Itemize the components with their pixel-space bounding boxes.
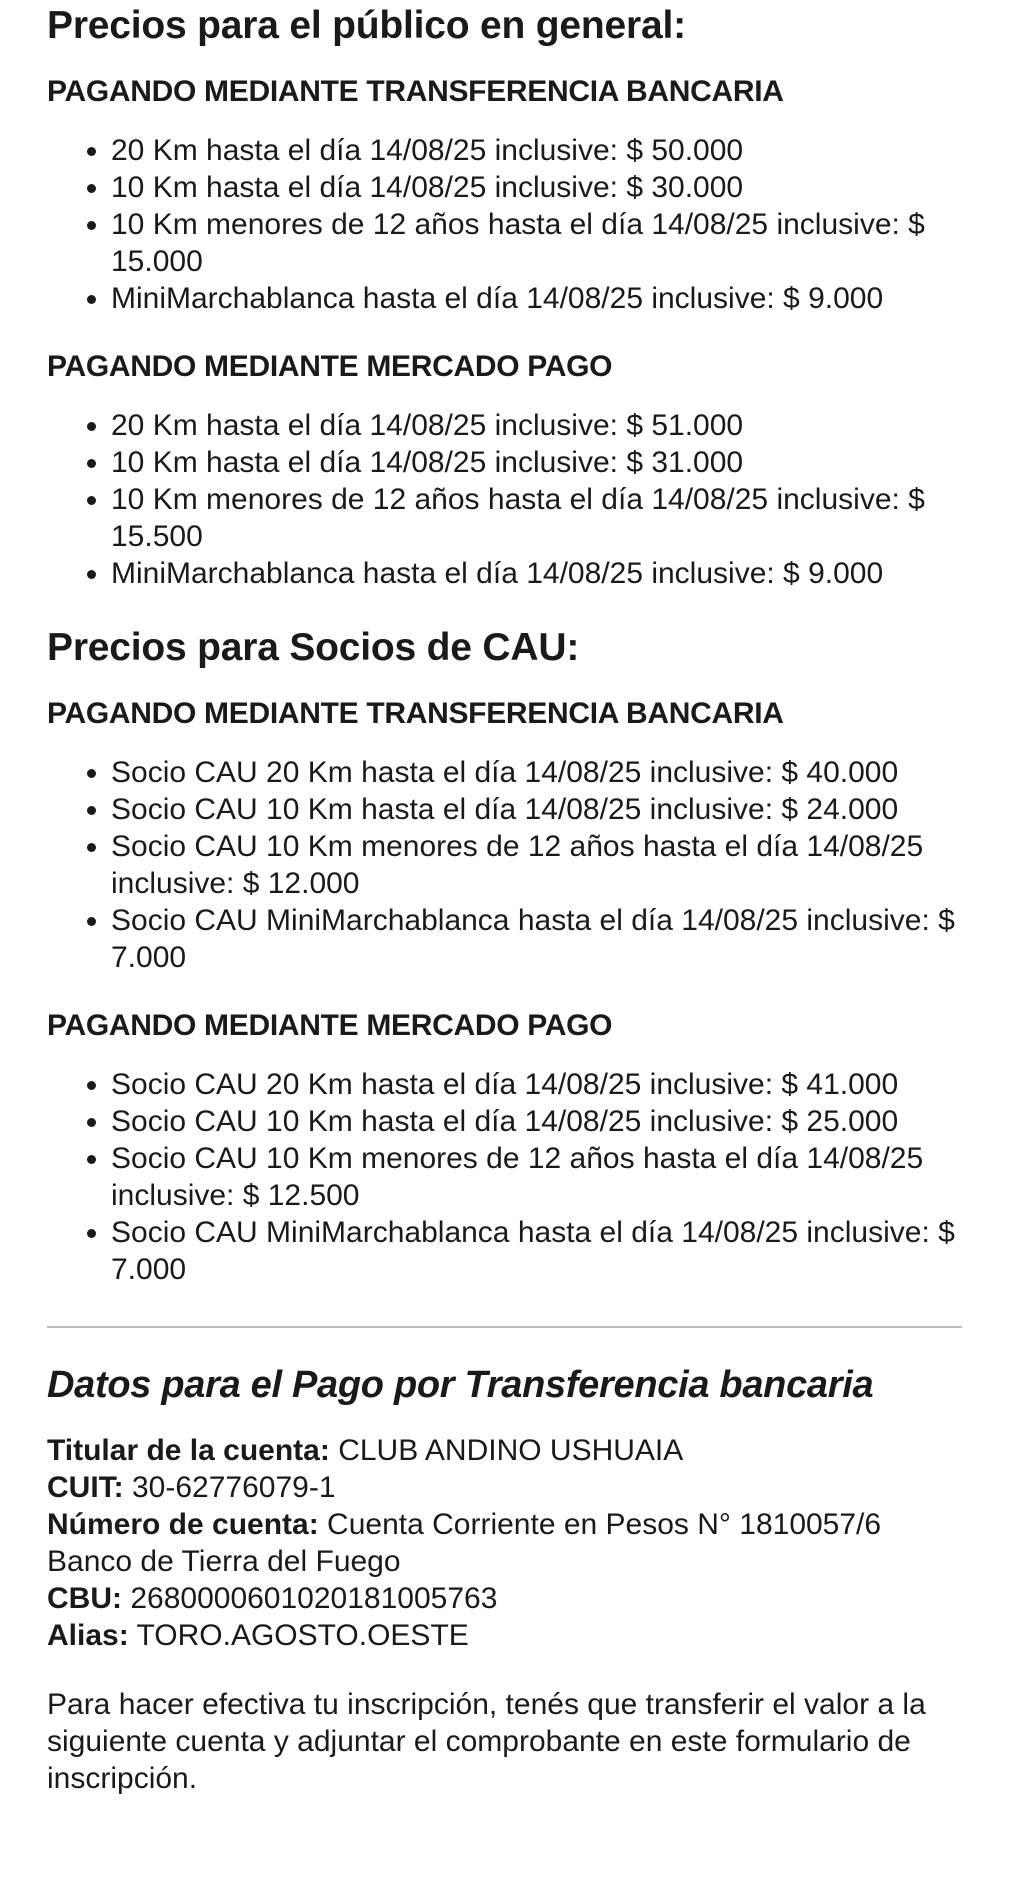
public-transfer-heading: PAGANDO MEDIANTE TRANSFERENCIA BANCARIA <box>47 75 784 108</box>
list-item: • Socio CAU 20 Km hasta el día 14/08/25 inclusive: $ 41.000 <box>111 1066 962 1103</box>
list-item: • MiniMarchablanca hasta el día 14/08/25 inclusive: $ 9.000 <box>111 555 962 592</box>
list-item: • Socio CAU 10 Km hasta el día 14/08/25 inclusive: $ 25.000 <box>111 1103 962 1140</box>
members-transfer-list <box>47 754 962 976</box>
alias-label: Alias: <box>47 1619 129 1652</box>
cuit-label: CUIT: <box>47 1471 124 1504</box>
list-item: • 10 Km hasta el día 14/08/25 inclusive: $ 30.000 <box>111 169 962 206</box>
list-item: • Socio CAU MiniMarchablanca hasta el día 14/08/25 inclusive: $ 7.000 <box>111 1214 962 1288</box>
bank-details-title: Datos para el Pago por Transferencia bancaria <box>47 1364 874 1406</box>
bank-details <box>47 1432 962 1654</box>
list-item: • Socio CAU 10 Km hasta el día 14/08/25 inclusive: $ 24.000 <box>111 791 962 828</box>
cuit-value: 30-62776079-1 <box>123 1471 336 1504</box>
account-number-value: Cuenta Corriente en Pesos N° 1810057/6 <box>318 1508 882 1541</box>
cuit-line <box>47 1469 962 1506</box>
list-item: • Socio CAU MiniMarchablanca hasta el día 14/08/25 inclusive: $ 7.000 <box>111 902 962 976</box>
public-prices-title: Precios para el público en general: <box>47 4 686 47</box>
account-holder-value: CLUB ANDINO USHUAIA <box>329 1434 684 1467</box>
members-mercadopago-list <box>47 1066 962 1288</box>
public-transfer-list <box>47 132 962 317</box>
members-transfer-heading: PAGANDO MEDIANTE TRANSFERENCIA BANCARIA <box>47 697 784 730</box>
public-mercadopago-list <box>47 407 962 592</box>
alias-line <box>47 1617 962 1654</box>
account-holder-line <box>47 1432 962 1469</box>
account-holder-label: Titular de la cuenta: <box>47 1434 330 1467</box>
cbu-line <box>47 1580 962 1617</box>
account-number-line <box>47 1506 962 1543</box>
content-column <box>47 0 962 1797</box>
list-item: • Socio CAU 10 Km menores de 12 años hasta el día 14/08/25 inclusive: $ 12.000 <box>111 828 962 902</box>
list-item: • 20 Km hasta el día 14/08/25 inclusive: $ 50.000 <box>111 132 962 169</box>
list-item: • 10 Km hasta el día 14/08/25 inclusive: $ 31.000 <box>111 444 962 481</box>
list-item: • Socio CAU 20 Km hasta el día 14/08/25 inclusive: $ 40.000 <box>111 754 962 791</box>
list-item: • Socio CAU 10 Km menores de 12 años hasta el día 14/08/25 inclusive: $ 12.500 <box>111 1140 962 1214</box>
list-item: • 10 Km menores de 12 años hasta el día 14/08/25 inclusive: $ 15.500 <box>111 481 962 555</box>
account-number-label: Número de cuenta: <box>47 1508 319 1541</box>
members-prices-title: Precios para Socios de CAU: <box>47 626 580 669</box>
cbu-label: CBU: <box>47 1582 122 1615</box>
public-mercadopago-heading: PAGANDO MEDIANTE MERCADO PAGO <box>47 350 613 383</box>
bank-name: Banco de Tierra del Fuego <box>47 1545 401 1578</box>
cbu-value: 2680000601020181005763 <box>122 1582 498 1615</box>
payment-instructions: Para hacer efectiva tu inscripción, tenés que transferir el valor a la siguiente cuenta y adjuntar el comprobante en este formulario de inscripción. <box>47 1688 926 1795</box>
alias-value: TORO.AGOSTO.OESTE <box>128 1619 469 1652</box>
members-mercadopago-heading: PAGANDO MEDIANTE MERCADO PAGO <box>47 1009 613 1042</box>
list-item: • 20 Km hasta el día 14/08/25 inclusive: $ 51.000 <box>111 407 962 444</box>
list-item: • 10 Km menores de 12 años hasta el día 14/08/25 inclusive: $ 15.000 <box>111 206 962 280</box>
list-item: • MiniMarchablanca hasta el día 14/08/25 inclusive: $ 9.000 <box>111 280 962 317</box>
